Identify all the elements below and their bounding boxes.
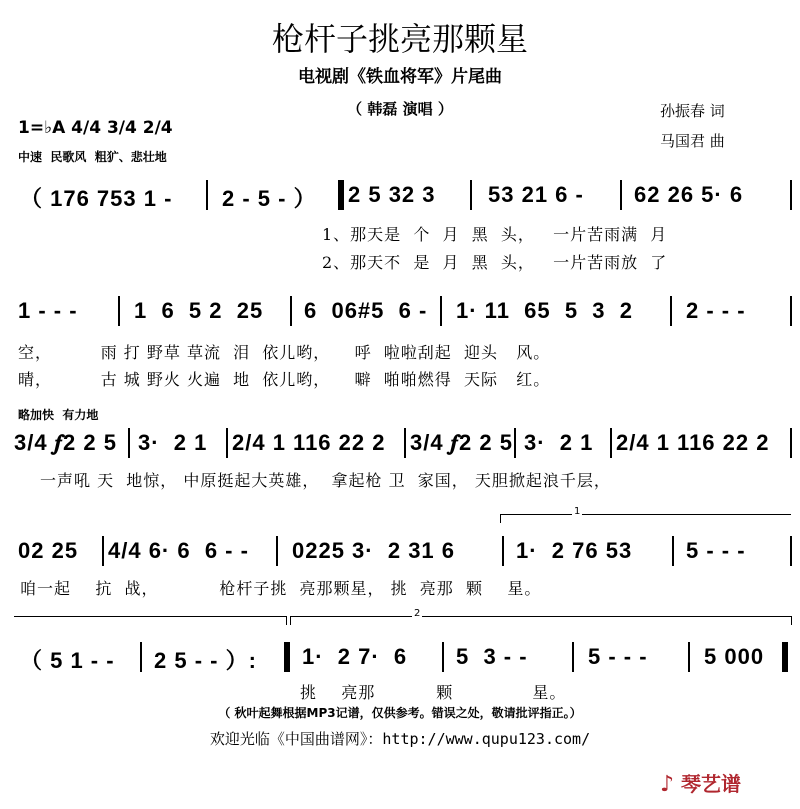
measure: （ 176 753 1 -: [20, 186, 173, 211]
barline: [404, 428, 406, 458]
song-title: 枪杆子挑亮那颗星: [271, 20, 528, 58]
barline: [688, 642, 690, 672]
measure: 62 26 5· 6: [634, 182, 744, 207]
barline: [290, 296, 292, 326]
barline: [102, 536, 104, 566]
transcriber-note: （ 秋叶起舞根据MP3记谱，仅供参考。错误之处，敬请批评指正。）: [218, 706, 582, 720]
measure: 1 - - -: [18, 298, 78, 323]
measure: 3/4 𝆑2 2 5: [410, 430, 513, 455]
measure: 0225 3· 2 31 6: [292, 538, 456, 563]
barline: [440, 296, 442, 326]
lyrics: 咱一起 抗 战， 枪杆子挑 亮那颗星， 挑 亮那 颗 星。: [20, 579, 542, 598]
volta-label: 2: [414, 608, 421, 619]
repeat-start-barline: [338, 180, 344, 210]
barline: [610, 428, 612, 458]
barline: [128, 428, 130, 458]
lyrics: 挑 亮那 颗 星。: [300, 683, 567, 702]
measure: 3/4 𝆑2 2 5: [14, 430, 117, 455]
repeat-end-barline: [284, 642, 290, 672]
measure: 2 5 - - ）:: [154, 648, 257, 673]
barline: [206, 180, 208, 210]
barline: [276, 536, 278, 566]
lyrics-verse-1: 1、那天是 个 月 黑 头， 一片苦雨满 月: [322, 225, 668, 244]
final-barline: [782, 642, 788, 672]
barline: [572, 642, 574, 672]
measure: 2 - - -: [686, 298, 746, 323]
singer: （ 韩磊 演唱 ）: [347, 100, 453, 118]
measure: 2 - 5 - ）: [222, 186, 317, 211]
measure: 5 3 - -: [456, 644, 528, 669]
barline: [620, 180, 622, 210]
barline: [470, 180, 472, 210]
barline: [118, 296, 120, 326]
key-signature: 1=♭A 4/4 3/4 2/4: [18, 118, 173, 138]
volta-bracket-1-end: [14, 616, 287, 625]
barline: [672, 536, 674, 566]
volta-label: 1: [574, 506, 581, 517]
barline: [140, 642, 142, 672]
qinyipu-logo: ♪ 琴艺谱: [660, 772, 742, 797]
song-subtitle: 电视剧《铁血将军》片尾曲: [298, 67, 502, 87]
measure: 53 21 6 -: [488, 182, 584, 207]
barline: [442, 642, 444, 672]
logo-text: 琴艺谱: [681, 772, 742, 796]
measure: 02 25: [18, 538, 79, 563]
measure: 6 06#5 6 -: [304, 298, 428, 323]
barline: [790, 296, 792, 326]
measure: 3· 2 1: [524, 430, 594, 455]
barline: [514, 428, 516, 458]
lyrics-verse-2: 晴， 古 城 野火 火遍 地 依儿哟， 噼 啪啪燃得 天际 红。: [18, 370, 551, 389]
measure: 3· 2 1: [138, 430, 208, 455]
lyrics-verse-1: 空， 雨 打 野草 草流 泪 依儿哟， 呼 啦啦刮起 迎头 风。: [18, 343, 551, 362]
lyrics-verse-2: 2、那天不 是 月 黑 头， 一片苦雨放 了: [322, 253, 668, 272]
measure: 1· 2 7· 6: [302, 644, 408, 669]
barline: [502, 536, 504, 566]
tempo-marking: 中速 民歌风 粗犷、悲壮地: [18, 150, 167, 164]
site-credit: 欢迎光临《中国曲谱网》：http://www.qupu123.com/: [209, 730, 591, 748]
volta-bracket-1: [500, 514, 791, 523]
lyrics: 一声吼 天 地惊， 中原挺起大英雄， 拿起枪 卫 家国， 天胆掀起浪千层，: [40, 471, 611, 490]
measure: 2/4 1 116 22 2: [232, 430, 386, 455]
barline: [790, 428, 792, 458]
measure: 1· 11 65 5 3 2: [456, 298, 634, 323]
barline: [670, 296, 672, 326]
barline: [226, 428, 228, 458]
composer: 马国君 曲: [660, 132, 725, 150]
barline: [790, 536, 792, 566]
measure: 4/4 6· 6 6 - -: [108, 538, 249, 563]
volta-bracket-2: [290, 616, 792, 625]
measure: （ 5 1 - -: [20, 648, 115, 673]
measure: 2 5 32 3: [348, 182, 436, 207]
lyricist: 孙振春 词: [660, 102, 725, 120]
measure: 5 - - -: [588, 644, 648, 669]
measure: 5 000: [704, 644, 765, 669]
tempo-change: 略加快 有力地: [18, 408, 99, 422]
measure: 1 6 5 2 25: [134, 298, 264, 323]
measure: 5 - - -: [686, 538, 746, 563]
measure: 2/4 1 116 22 2: [616, 430, 770, 455]
barline: [790, 180, 792, 210]
measure: 1· 2 76 53: [516, 538, 633, 563]
